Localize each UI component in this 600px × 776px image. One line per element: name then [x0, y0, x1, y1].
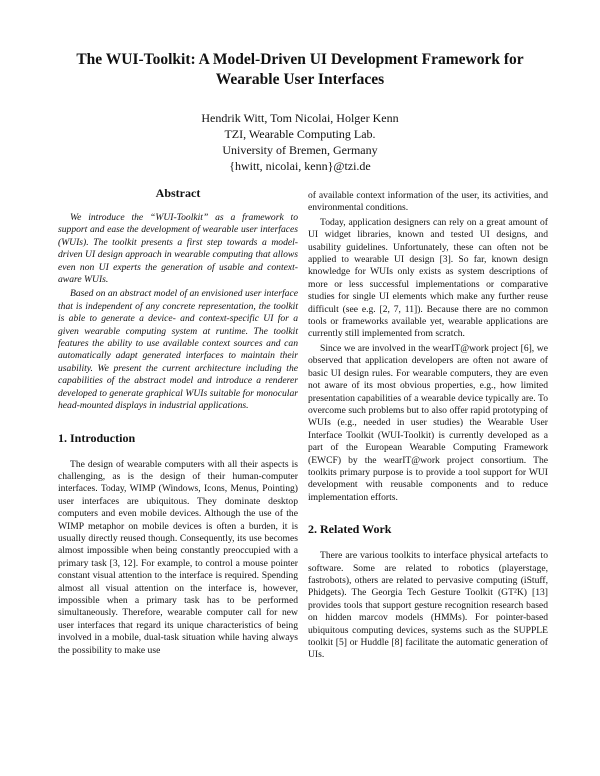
author-names: Hendrik Witt, Tom Nicolai, Holger Kenn	[201, 111, 399, 125]
related-work-heading: 2. Related Work	[308, 522, 392, 537]
title-line-1: The WUI-Toolkit: A Model-Driven UI Development Framework for	[76, 51, 524, 68]
intro-paragraph-1: The design of wearable computers with all their aspects is challenging, as is the design of their human-computer interfaces. Today, WIMP (Windows, Icons, Menus, Pointing) user interfaces are ubiquitous. They dominate desktop computers and even mobile devices. Although the use of the WIMP metaphor on mobile devices is often a burden, it is usually directly reused though. Consequently, its use becomes almost impossible when being constantly preoccupied with a primary task [3, 12]. For example, to control a mouse pointer constant visual attention to the interface is required. Spending almost all visual attention on the interface is, however, impossible when a primary task has to be performed simultaneously. Therefore, wearable computer call for new user interfaces that regard its unique characteristics of being involved in a mobile, dual-task situation while having always the possibility to make use	[58, 458, 298, 656]
abstract-heading: Abstract	[155, 186, 201, 200]
intro-paragraph-3: Today, application designers can rely on a great amount of UI widget libraries, known and tested UI designs, and usability guidelines. Unfortunately, these can often not be applied to wearable UI design [3]. So far, known design knowledge for WUIs only exists as system descriptions of more or less successful implementations or comparative studies for single UI elements which make any further reuse difficult (see e.g. [2, 7, 11]). Because there are no common tools or frameworks available yet, wearable applications are currently still implemented from scratch.	[308, 216, 548, 340]
intro-section	[58, 459, 298, 658]
affiliation-lab: TZI, Wearable Computing Lab.	[224, 127, 376, 141]
intro-paragraph-2: of available context information of the user, its activities, and environmental conditions.	[308, 190, 548, 214]
intro-paragraph-4: Since we are involved in the wearIT@work project [6], we observed that application developers are often not aware of basic UI design rules. For wearable computers, they are even not aware of its most obvious properties, e.g., how limited presentation capabilities of a wearable device typically are. To overcome such problems but to also offer rapid prototyping of WUIs (e.g., needed in user studies) the Wearable User Interface Toolkit (WUI-Toolkit) is currently developed as a part of the European Wearable Computing Framework (EWCF) by the wearIT@work project consortium. The toolkits primary purpose is to provide a tool support for WUI development with reusable components and to reduce implementation efforts.	[308, 342, 548, 503]
right-column	[308, 190, 548, 662]
intro-continued	[308, 190, 548, 504]
author-block	[100, 110, 500, 174]
title-line-2: Wearable User Interfaces	[215, 71, 385, 88]
abstract-paragraph-1: We introduce the “WUI-Toolkit” as a framework to support and ease the development of wearable user interfaces (WUIs). The toolkit presents a first step towards a model-driven UI design approach in wearable computing that allows even non UI experts the generation of usable and context-aware WUIs.	[58, 212, 298, 286]
author-email: {hwitt, nicolai, kenn}@tzi.de	[229, 159, 371, 173]
related-work-paragraph-1: There are various toolkits to interface physical artefacts to software. Some are related to robotics (playerstage, fastrobots), others are related to pervasive computing (iStuff, Phidgets). The Georgia Tech Gesture Toolkit (GT²K) [13] provides tools that support gesture recognition research based on hidden marcov models (HMMs). For pointer-based ubiquitous computing devices, systems such as the SUPPLE toolkit [5] or Huddle [8] facilitate the automatic generation of UIs.	[308, 550, 548, 661]
affiliation-university: University of Bremen, Germany	[222, 143, 378, 157]
abstract-section	[58, 186, 298, 413]
abstract-paragraph-2: Based on an abstract model of an envisioned user interface that is independent of any concrete representation, the toolkit is able to generate a device- and context-specific UI for a given wearable computing system at runtime. The toolkit features the ability to use available context sources and can automatically adapt generated interfaces to maintain their usability. We present the current architecture including the capabilities of the abstract model and introduce a renderer developed to generate graphical WUIs suitable for monocular head-mounted displays in industrial applications.	[58, 288, 298, 412]
related-work-section	[308, 550, 548, 662]
intro-heading: 1. Introduction	[58, 430, 136, 445]
paper-title	[40, 50, 560, 90]
left-column	[58, 180, 298, 657]
